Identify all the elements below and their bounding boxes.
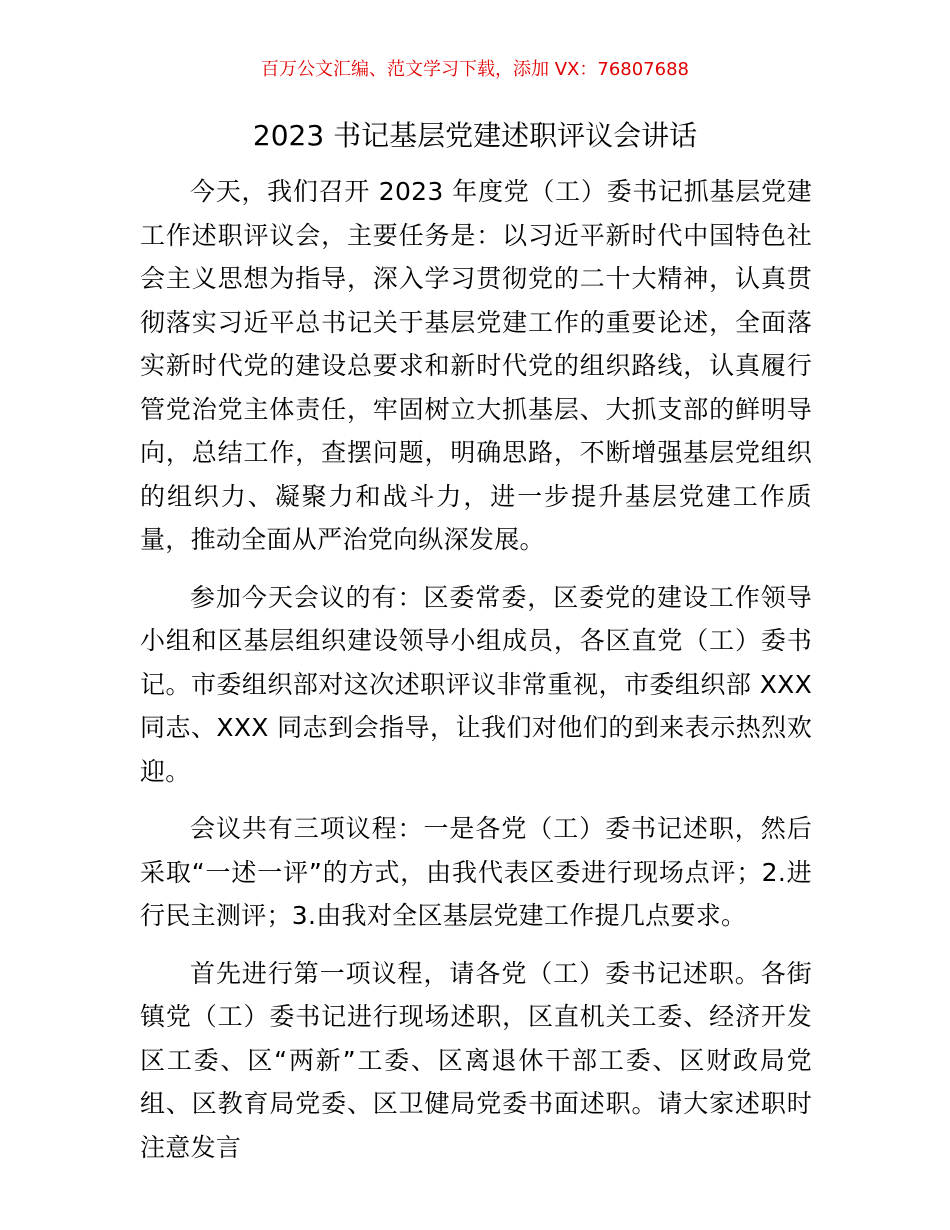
watermark-header: 百万公文汇编、范文学习下载，添加 VX：76807688 [261, 59, 689, 80]
paragraph-first-item: 首先进行第一项议程，请各党（工）委书记述职。各街镇党（工）委书记进行现场述职，区直机关工委、经济开发区工委、区“两新”工委、区离退休干部工委、区财政局党组、区教育局党委、区卫健局党委书面述职。请大家述职时注意发言 [140, 958, 812, 1162]
document-body [140, 170, 812, 1183]
paragraph-agenda: 会议共有三项议程：一是各党（工）委书记述职，然后采取“一述一评”的方式，由我代表区委进行现场点评；2.进行民主测评；3.由我对全区基层党建工作提几点要求。 [140, 814, 812, 930]
paragraph-attendees: 参加今天会议的有：区委常委，区委党的建设工作领导小组和区基层组织建设领导小组成员，各区直党（工）委书记。市委组织部对这次述职评议非常重视，市委组织部 XXX 同志、XXX 同志到会指导，让我们对他们的到来表示热烈欢迎。 [140, 582, 812, 786]
document-title: 2023 书记基层党建述职评议会讲话 [252, 119, 698, 152]
paragraph-opening: 今天，我们召开 2023 年度党（工）委书记抓基层党建工作述职评议会，主要任务是：以习近平新时代中国特色社会主义思想为指导，深入学习贯彻党的二十大精神，认真贯彻落实习近平总书记关于基层党建工作的重要论述，全面落实新时代党的建设总要求和新时代党的组织路线，认真履行管党治党主体责任，牢固树立大抓基层、大抓支部的鲜明导向，总结工作，查摆问题，明确思路，不断增强基层党组织的组织力、凝聚力和战斗力，进一步提升基层党建工作质量，推动全面从严治党向纵深发展。 [140, 177, 812, 554]
